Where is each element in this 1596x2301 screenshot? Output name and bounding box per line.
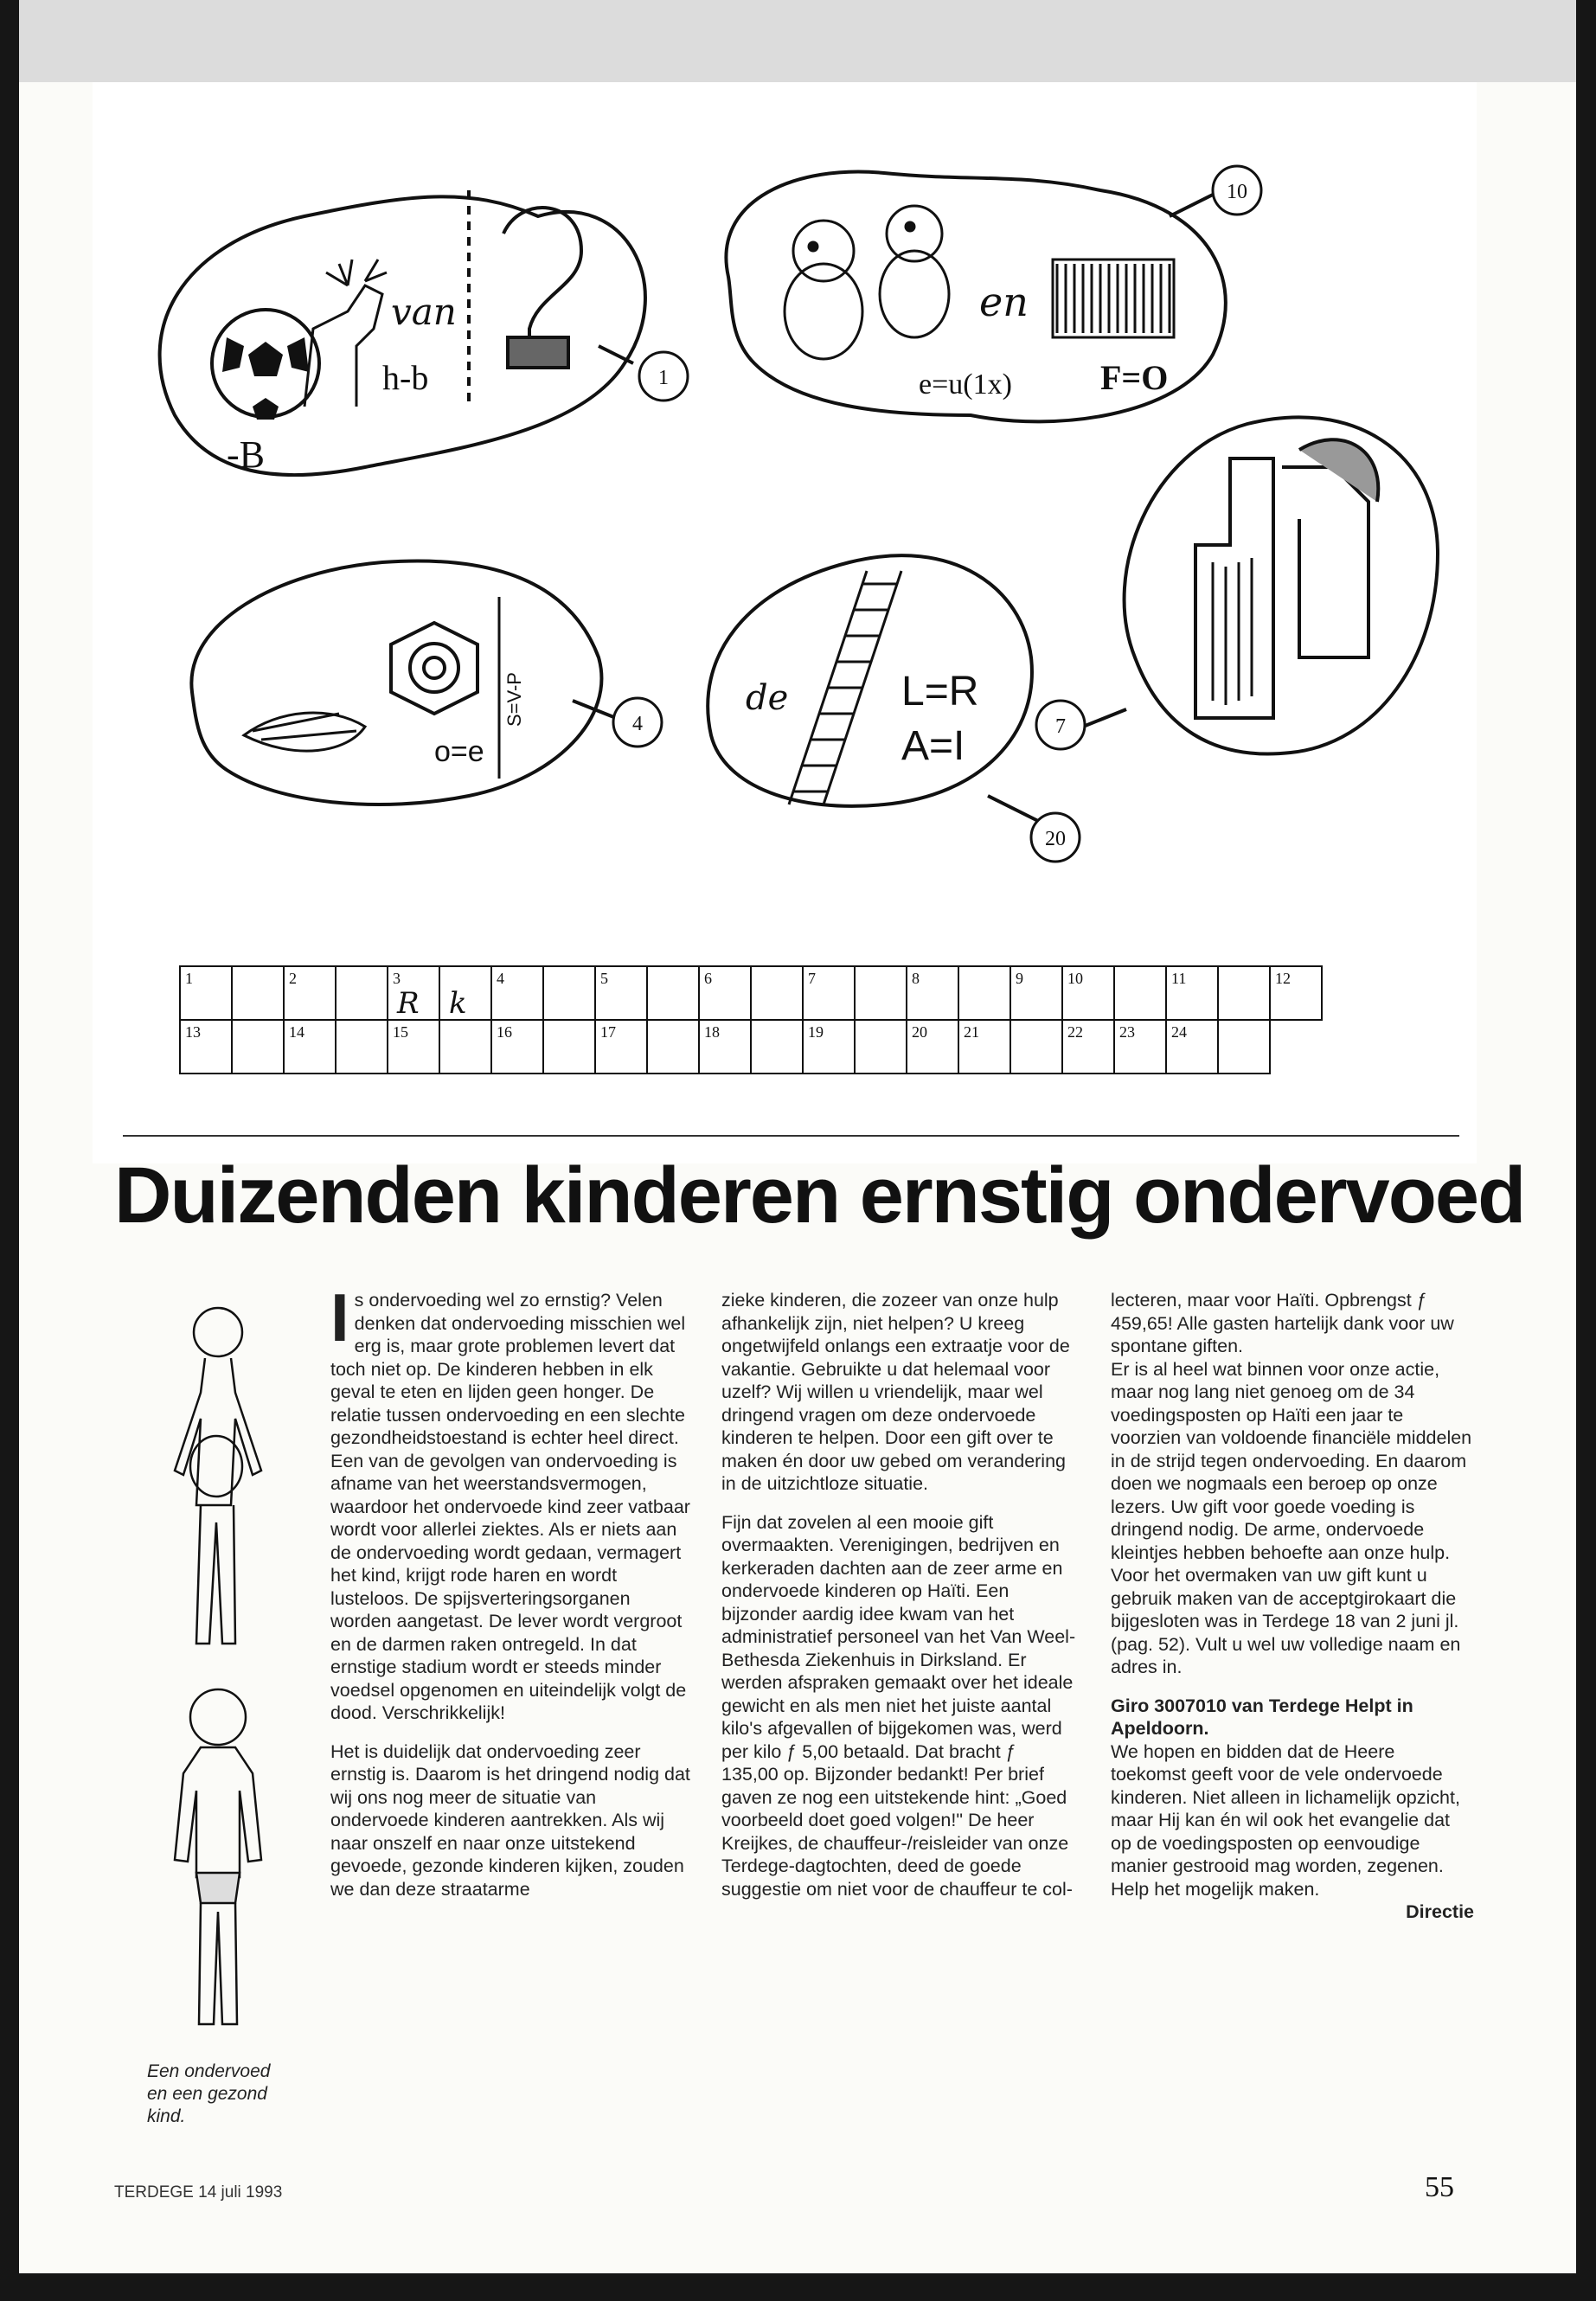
grid-cell[interactable]	[958, 966, 1010, 1020]
grid-cell[interactable]: 20	[907, 1020, 958, 1074]
grid-cell[interactable]: 3 R	[388, 966, 439, 1020]
grid-cell[interactable]	[232, 1020, 284, 1074]
magazine-page	[19, 0, 1576, 2273]
letter-d-3d-icon	[1195, 439, 1378, 718]
rebus-bubble-4	[191, 561, 616, 804]
grid-cell[interactable]: 2	[284, 966, 336, 1020]
grid-cell[interactable]: 6	[699, 966, 751, 1020]
publication-footer: TERDEGE 14 juli 1993	[114, 2183, 283, 2202]
grid-cell[interactable]: 1	[180, 966, 232, 1020]
grid-cell[interactable]: 15	[388, 1020, 439, 1074]
teddy-bears-icon	[785, 206, 949, 359]
healthy-child-figure	[175, 1689, 261, 2024]
grid-cell[interactable]: 21	[958, 1020, 1010, 1074]
paragraph: Fijn dat zovelen al een mooie gift overmaakten. Verenigingen, bedrijven en kerkeraden dachten aan de zeer arme en ondervoede kinderen op Haïti. Een bijzonder aardig idee kwam van het administratief personeel van het Van Weel-Bethesda Ziekenhuis in Dirksland. Er werden afspraken gemaakt over het ideale gewicht en als men niet het juiste aantal kilo's afgevallen of bijgekomen was, werd per kilo ƒ 5,00 betaald. Dat bracht ƒ 135,00 op. Bijzonder bedankt! Per brief gaven ze nog een uitstekende hint: „Goed voorbeeld doet goed volgen!" De heer Kreijkes, de chauffeur-/reisleider van onze Terdege-dagtochten, deed de goede suggestie om niet voor de chauffeur te col-	[721, 1511, 1076, 1900]
grid-cell[interactable]: 4	[491, 966, 543, 1020]
deer-icon	[304, 260, 387, 407]
handwritten-letter: R	[397, 986, 420, 1021]
illustration-caption: Een ondervoed en een gezond kind.	[147, 2061, 271, 2126]
paragraph: Het is duidelijk dat ondervoeding zeer ernstig is. Daarom is het dringend nodig dat wij ons nog meer de situatie van ondervoede kinderen aantrekken. Als wij naar onszelf en naar onze uitstekend gevoede, gezonde kinderen kijken, zouden we dan deze straatarme	[330, 1740, 690, 1900]
drop-cap: I	[330, 1279, 349, 1356]
signature: Directie	[1406, 1901, 1474, 1922]
grid-cell[interactable]: 7	[803, 966, 855, 1020]
rebus-illustration	[19, 0, 1576, 1107]
grid-cell[interactable]: 23	[1114, 1020, 1166, 1074]
article-column-1	[330, 1279, 694, 1916]
grid-cell[interactable]: 16	[491, 1020, 543, 1074]
grid-cell[interactable]: 22	[1062, 1020, 1114, 1074]
grid-empty	[1270, 1020, 1322, 1074]
grid-cell[interactable]	[751, 966, 803, 1020]
grid-cell[interactable]	[1218, 1020, 1270, 1074]
giro-subheading: Giro 3007010 van Terdege Helpt in Apeldoorn.	[1111, 1695, 1413, 1739]
mussel-icon	[244, 713, 365, 751]
section-divider	[123, 1135, 1459, 1137]
page-number: 55	[1425, 2171, 1454, 2203]
grid-cell[interactable]	[751, 1020, 803, 1074]
malnourished-child-figure	[175, 1308, 261, 1644]
grid-cell[interactable]	[543, 966, 595, 1020]
bubble-number-1: 1	[658, 367, 669, 389]
grid-cell[interactable]: 12	[1270, 966, 1322, 1020]
fringe-icon	[1053, 260, 1174, 337]
grid-cell[interactable]: 18	[699, 1020, 751, 1074]
grid-cell[interactable]: 17	[595, 1020, 647, 1074]
bubble-number-20: 20	[1045, 828, 1066, 850]
article-headline: Duizenden kinderen ernstig ondervoed	[114, 1151, 1525, 1240]
handwritten-letter: k	[449, 986, 467, 1021]
grid-cell[interactable]	[647, 1020, 699, 1074]
grid-cell[interactable]	[232, 966, 284, 1020]
grid-cell[interactable]: 11	[1166, 966, 1218, 1020]
grid-cell[interactable]: 13	[180, 1020, 232, 1074]
grid-cell[interactable]: 8	[907, 966, 958, 1020]
clue-ai: A=I	[901, 723, 965, 769]
article-column-2	[721, 1289, 1076, 1916]
grid-cell[interactable]: 9	[1010, 966, 1062, 1020]
grid-cell[interactable]	[647, 966, 699, 1020]
children-illustration	[149, 1298, 287, 2050]
paragraph: lecteren, maar voor Haïti. Opbrengst ƒ 459,65! Alle gasten hartelijk dank voor uw spontane giften.	[1111, 1290, 1454, 1356]
clue-de: de	[746, 678, 789, 718]
bubble-number-4: 4	[632, 713, 643, 735]
clue-van: van	[391, 291, 457, 333]
question-mark-icon	[469, 190, 581, 407]
clue-hb: h-b	[382, 358, 429, 397]
grid-cell[interactable]	[855, 1020, 907, 1074]
grid-cell[interactable]	[1010, 1020, 1062, 1074]
grid-cell[interactable]	[439, 1020, 491, 1074]
grid-cell[interactable]	[336, 966, 388, 1020]
grid-cell[interactable]: 14	[284, 1020, 336, 1074]
ladder-icon	[789, 571, 901, 804]
clue-fo: F=O	[1100, 358, 1169, 397]
clue-en: en	[979, 279, 1029, 325]
clue-eu: e=u(1x)	[919, 369, 1012, 401]
clue-svp: S=V-P	[503, 672, 525, 727]
grid-cell[interactable]: 19	[803, 1020, 855, 1074]
grid-cell[interactable]	[855, 966, 907, 1020]
grid-cell[interactable]: 5	[595, 966, 647, 1020]
crossword-grid	[179, 965, 1323, 1074]
paragraph: We hopen en bidden dat de Heere toekomst geeft voor de vele ondervoede kinderen. Niet alleen in lichamelijk opzicht, maar Hij kan én wil ook het evangelie dat op de voedingsposten op eenvoudige manier gestrooid mag worden, zegenen. Help het mogelijk maken.	[1111, 1740, 1460, 1900]
grid-cell[interactable]: 24	[1166, 1020, 1218, 1074]
clue-oe: o=e	[434, 735, 484, 768]
grid-row-1	[180, 966, 1322, 1020]
football-icon	[212, 310, 319, 420]
grid-cell[interactable]	[1218, 966, 1270, 1020]
bubble-number-7: 7	[1055, 715, 1066, 738]
grid-row-2	[180, 1020, 1322, 1074]
clue-lr: L=R	[901, 669, 979, 715]
grid-cell[interactable]: 10	[1062, 966, 1114, 1020]
clue-b: -B	[227, 433, 265, 476]
hex-nut-icon	[391, 623, 478, 714]
grid-cell[interactable]	[336, 1020, 388, 1074]
grid-cell[interactable]	[1114, 966, 1166, 1020]
paragraph: s ondervoeding wel zo ernstig? Velen denken dat ondervoeding misschien wel erg is, maar grote problemen levert dat toch niet op. De kinderen hebben in elk geval te eten en lijden geen honger. De relatie tussen ondervoeding en een slechte gezondheidstoestand is echter heel direct. Een van de gevolgen van ondervoeding is afname van het weerstandsvermogen, waardoor het ondervoede kind zeer vatbaar wordt voor allerlei ziektes. Als er niets aan de ondervoeding wordt gedaan, vermagert het kind, krijgt rode haren en wordt lusteloos. De spijsverteringsorganen worden aangetast. De lever wordt vergroot en de darmen raken ontregeld. In dat ernstige stadium wordt er steeds minder voedsel opgenomen en uiteindelijk volgt de dood. Verschrikkelijk!	[330, 1290, 690, 1723]
grid-cell[interactable]	[439, 966, 491, 1020]
paragraph: Er is al heel wat binnen voor onze actie, maar nog lang niet genoeg om de 34 voedingsposten op Haïti een jaar te voorzien van voldoende financiële middelen in de strijd tegen ondervoeding. En daarom doen we nogmaals een beroep op onze lezers. Uw gift voor goede voeding is dringend nodig. De arme, ondervoede kleintjes hebben behoefte aan onze hulp. Voor het overmaken van uw gift kunt u gebruik maken van de acceptgirokaart die bijgesloten was in Terdege 18 van 2 juni jl. (pag. 52). Vult u wel uw volledige naam en adres in.	[1111, 1358, 1472, 1677]
paragraph: zieke kinderen, die zozeer van onze hulp afhankelijk zijn, niet helpen? U kreeg ongetwijfeld onlangs een extraatje voor de vakantie. Gebruikte u dat helemaal voor uzelf? Wij willen u vriendelijk, maar wel dringend vragen om deze ondervoede kinderen te helpen. Door een gift over te maken én door uw gebed om verandering in de uitzichtloze situatie.	[721, 1290, 1070, 1494]
article-column-3	[1111, 1289, 1474, 1924]
bubble-number-10: 10	[1227, 181, 1247, 203]
grid-cell[interactable]	[543, 1020, 595, 1074]
